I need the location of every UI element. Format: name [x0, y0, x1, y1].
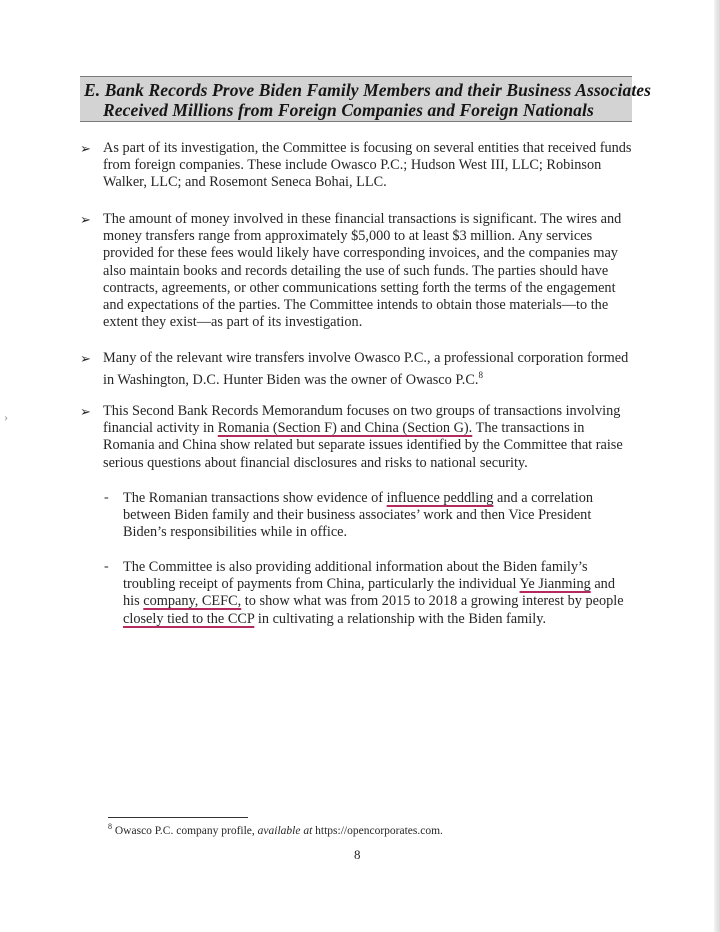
- footnote-number: 8: [108, 822, 112, 831]
- annotated-phrase-romania-china: Romania (Section F) and China (Section G).: [217, 420, 473, 437]
- footnote-reference: 8: [478, 370, 483, 381]
- bullet-paragraph-1: As part of its investigation, the Committee is focusing on several entities that received funds from foreign companies. These include Owasco P.C.; Hudson West III, LLC; Robinson Walker, LLC; and Rosemont Seneca Bohai, LLC.: [103, 140, 632, 191]
- sub-2-text-mid-1: and his: [123, 576, 615, 610]
- bullet-arrow-icon: ➢: [80, 142, 91, 157]
- section-heading-line-2: Received Millions from Foreign Companies and Foreign Nationals: [103, 100, 594, 120]
- bullet-paragraph-2: The amount of money involved in these financial transactions is significant. The wires and money transfers range from approximately $5,000 to at least $3 million. Any services provided for these fees would likely have corresponding invoices, and the companies may also maintain books and records detailing the use of such funds. The parties should have contracts, agreements, or other communications setting forth the terms of the engagement and expectations of the parties. The Committee intends to obtain those materials—to the extent they exist—as part of its investigation.: [103, 211, 622, 331]
- annotated-phrase-influence-peddling: influence peddling: [386, 490, 494, 506]
- bullet-3-text: Many of the relevant wire transfers involve Owasco P.C., a professional corporation formed in Washington, D.C. Hunter Biden was the owner of Owasco P.C.: [103, 350, 629, 388]
- section-heading-line-1: E. Bank Records Prove Biden Family Members and their Business Associates: [84, 80, 652, 100]
- bullet-4-text-end: The transactions in Romania and China show related but separate issues identified by the Committee that raise serious questions about financial disclosures and risks to national security.: [103, 420, 623, 471]
- bullet-paragraph-4: [103, 403, 633, 472]
- footnote-text-start: Owasco P.C. company profile,: [112, 824, 258, 837]
- sub-2-text-end: in cultivating a relationship with the Biden family.: [254, 610, 547, 627]
- annotated-phrase-ccp: closely tied to the CCP: [123, 610, 255, 627]
- sub-1-text-start: The Romanian transactions show evidence of: [123, 490, 387, 506]
- scan-edge-shadow: [714, 0, 720, 932]
- sub-bullet-paragraph-2: [123, 559, 633, 628]
- annotated-phrase-company-cefc: company, CEFC,: [143, 593, 242, 610]
- footnote: [108, 822, 443, 837]
- bullet-paragraph-3: [103, 350, 633, 389]
- sub-bullet-dash: -: [104, 559, 109, 574]
- bullet-arrow-icon: ➢: [80, 405, 91, 420]
- bullet-4-text-start: This Second Bank Records Memorandum focuses on two groups of transactions involving financial activity in: [103, 403, 621, 437]
- bullet-arrow-icon: ➢: [80, 352, 91, 367]
- bullet-arrow-icon: ➢: [80, 213, 91, 228]
- sub-bullet-dash: -: [104, 490, 109, 505]
- annotated-phrase-ye-jianming: Ye Jianming: [519, 576, 591, 593]
- footnote-text-end: https://opencorporates.com.: [312, 824, 443, 837]
- sub-2-text-mid-2: to show what was from 2015 to 2018 a growing interest by people: [241, 593, 624, 610]
- footnote-divider: [108, 817, 248, 818]
- margin-mark: ›: [4, 410, 8, 424]
- footnote-italic: available at: [257, 824, 313, 837]
- sub-bullet-paragraph-1: [123, 490, 633, 542]
- page-number: 8: [354, 847, 361, 862]
- sub-1-text-end: and a correlation between Biden family and their business associates’ work and then Vice President Biden’s responsibilities while in office.: [123, 490, 594, 541]
- sub-2-text-start: The Committee is also providing additional information about the Biden family’s troubling receipt of payments from China, particularly the individual: [123, 559, 588, 593]
